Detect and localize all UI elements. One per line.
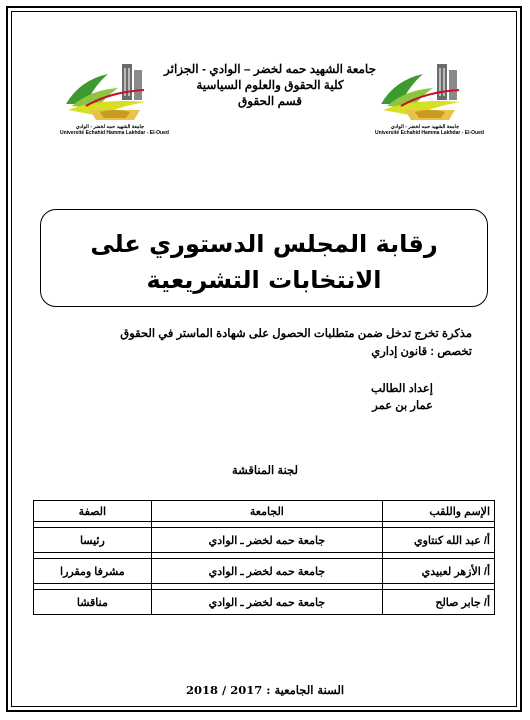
jury-member-role: رئيسا [34, 528, 152, 553]
thesis-info [120, 325, 472, 361]
jury-member-university: جامعة حمه لخضر ـ الوادي [151, 528, 382, 553]
university-logo-right [375, 60, 484, 138]
header-role: الصفة [34, 501, 152, 522]
jury-member-university: جامعة حمه لخضر ـ الوادي [151, 559, 382, 584]
table-row [34, 559, 495, 584]
student-label: إعداد الطالب [370, 383, 433, 395]
table-row [34, 590, 495, 615]
table-row [34, 528, 495, 553]
header-university: الجامعة [151, 501, 382, 522]
thesis-specialty: تخصص : قانون إداري [371, 346, 472, 358]
thesis-title-box [40, 209, 488, 307]
jury-title: لجنة المناقشة [231, 465, 298, 477]
university-emblem-icon [375, 60, 475, 124]
logo-caption-ar: جامعة الشهيد حمه لخضر - الوادي [390, 124, 460, 130]
jury-table-header [34, 501, 495, 522]
logo-caption-fr: Université Echahid Hamma Lakhdar - El-Oued [375, 130, 484, 136]
thesis-title-line-2: الانتخابات التشريعية [146, 266, 382, 294]
jury-member-university: جامعة حمه لخضر ـ الوادي [151, 590, 382, 615]
jury-member-name: أ/ الأزهر لعبيدي [382, 559, 494, 584]
logo-caption-fr: Université Echahid Hamma Lakhdar - El-Oued [60, 130, 169, 136]
thesis-purpose: مذكرة تخرج تدخل ضمن متطلبات الحصول على شهادة الماستر في الحقوق [120, 328, 472, 340]
university-name: جامعة الشهيد حمه لخضر – الوادي - الجزائر [163, 62, 376, 76]
faculty-name: كلية الحقوق والعلوم السياسية [196, 78, 344, 92]
jury-table [33, 500, 495, 615]
university-emblem-icon [60, 60, 160, 124]
jury-member-role: مشرفا ومقررا [34, 559, 152, 584]
jury-member-name: أ/ عبد الله كنتاوي [382, 528, 494, 553]
university-logo-left [60, 60, 169, 138]
student-info [371, 381, 433, 415]
jury-member-name: أ/ جابر صالح [382, 590, 494, 615]
header-name: الإسم واللقب [382, 501, 494, 522]
logo-caption-ar: جامعة الشهيد حمه لخضر - الوادي [75, 124, 145, 130]
department-name: قسم الحقوق [237, 94, 303, 108]
student-name: عمار بن عمر [372, 400, 433, 412]
thesis-title-line-1: رقابة المجلس الدستوري على [90, 230, 438, 258]
jury-member-role: مناقشا [34, 590, 152, 615]
academic-year: السنة الجامعية : 2017 / 2018 [185, 683, 345, 697]
institution-header [160, 61, 380, 109]
